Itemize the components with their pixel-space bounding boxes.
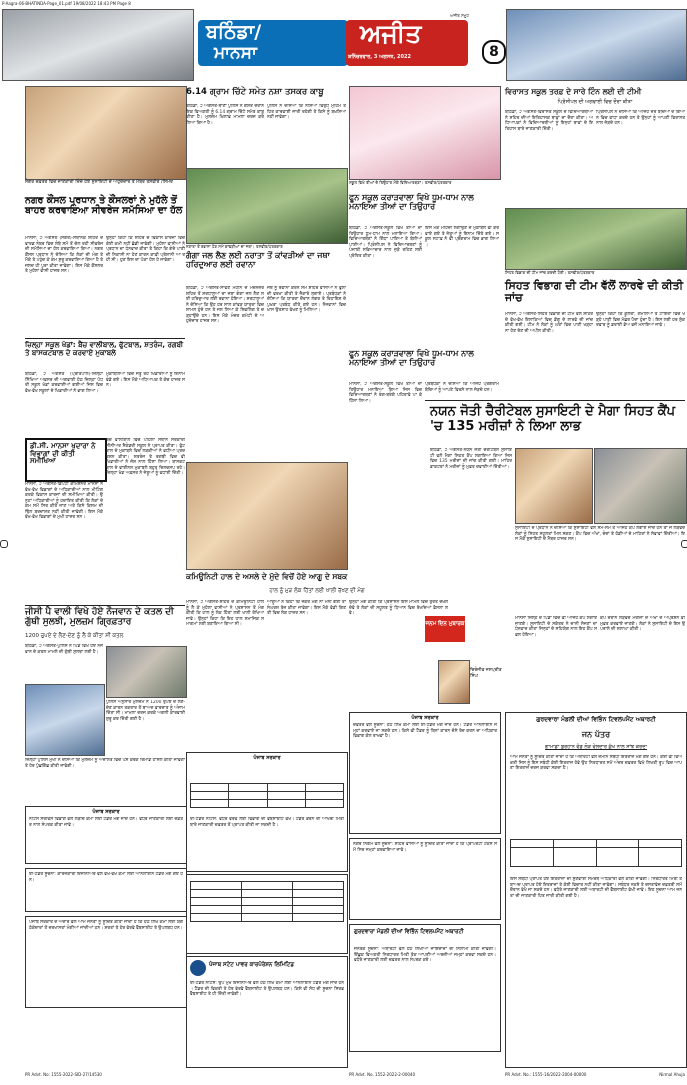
story9-col2: ਆਗੂਆਂ ਨੇ ਕਿਹਾ ਕਿ ਜੇਕਰ ਮੰਗ ਨਾ ਮੰਨੀ ਗਈ ਤਾਂ ਸੰਘਰਸ਼ ਤੇਜ਼ ਕੀਤਾ ਜਾਵੇਗਾ। ਇਸ ਮੌਕੇ ਵੱਡੀ ਗਿਣਤੀ ਵਿਚ ਲੋਕ ਹਾਜ਼ਰ ਸਨ। — [267, 600, 346, 616]
story6-headline: ਜੀਸੀ ਪੈ ਵਾਲੀ ਵਿਖੇ ਹੋਏ ਨੌਜਵਾਨ ਦੇ ਕਤਲ ਦੀ ਗੁੱਥੀ ਸੁਲਝੀ, ਮੁਲਜ਼ਮ ਗ੍ਰਿਫ਼ਤਾਰ — [25, 607, 174, 627]
story9-sub: ਹਾਲ ਨੂੰ ਮੁੜ ਲੋਕ ਹਿੱਤਾਂ ਲਈ ਖਾਲੀ ਰੱਖਣ ਦੀ ਮੰਗ — [269, 588, 365, 594]
ad2-body: ਈ-ਟੈਂਡਰ ਨੋਟਿਸ: ਉਪ ਮੁੱਖ ਇੰਜੀਨੀਅਰ ਵਲੋਂ ਹੇਠ ਲਿਖੇ ਕੰਮਾਂ ਲਈ ਆਨਲਾਈਨ ਟੈਂਡਰ ਮੰਗੇ ਜਾਂਦੇ ਹਨ। ਟੈਂਡਰ ਦੀ ਵਿਕਰੀ ਤੇ ਹੋਰ ਵੇਰਵੇ ਵੈੱਬਸਾਈਟ ਤੇ ਉਪਲਬਧ ਹਨ। ਕਿਸੇ ਵੀ ਸੋਧ ਦੀ ਸੂਚਨਾ ਸਿਰਫ਼ ਵੈੱਬਸਾਈਟ ਤੇ ਹੀ ਦਿੱਤੀ ਜਾਵੇਗੀ। — [190, 981, 344, 997]
ad4-title: ਗੁਰਦਵਾਰਾ ਮੰਡਲੀ ਦੀਆਂ ਵਿਭਿੰਨ ਟਿਵਲਪਮੈਂਟ ਅਥਾਰਟੀ — [354, 929, 464, 935]
birthday-photo — [438, 660, 470, 704]
story12-photo2 — [594, 448, 687, 524]
ad3-body: ਈ-ਟੈਂਡਰ ਨੋਟਿਸ: ਵਧੇਰੇ ਵੇਰਵੇ ਲਈ ਵਿਭਾਗ ਦੀ ਵੈੱਬਸਾਈਟ ਵੇਖੋ। ਟੈਂਡਰ ਭਰਨ ਦੀ ਆਖਰੀ ਮਿਤੀ ਬਾਰੇ ਜਾਣਕਾਰੀ ਦਫ਼ਤਰ ਤੋਂ ਪ੍ਰਾਪਤ ਕੀਤੀ ਜਾ ਸਕਦੀ ਹੈ। — [190, 817, 344, 828]
story9-photo — [186, 462, 348, 570]
story8-col1: ਮਾਨਸਾ, ੨ ਅਗਸਤ-ਸਕੂਲ ਵਿਖੇ ਤੀਆਂ ਦਾ ਤਿਉਹਾਰ ਮਨਾਇਆ ਗਿਆ ਜਿਸ ਵਿਚ ਵਿਦਿਆਰਥਣਾਂ ਨੇ ਰੰਗ-ਬਰੰਗੇ ਪਹਿਰਾਵੇ ਪਾ ਕੇ ਹਿੱਸਾ ਲਿਆ। — [349, 382, 422, 404]
ad5-title: ਜਨ ਪੱਤਰ — [581, 730, 611, 739]
story8-headline: ਫੂਨ ਸਕੂਲ ਕਰਾੜਵਾਲਾ ਵਿਖੇ ਧੂਮ-ਧਾਮ ਨਾਲ ਮਨਾਇਆ ਤੀਆਂ ਦਾ ਤਿਉਹਾਰ — [349, 349, 474, 367]
story3-col2: ਜਥੇ ਨੂੰ ਰਵਾਨਾ ਕਰਨ ਸਮੇਂ ਸ਼ਹਿਰ ਵਾਸੀਆਂ ਨੇ ਫੁੱਲਾਂ ਦੀ ਵਰਖਾ ਕੀਤੀ ਤੇ ਜੈਕਾਰੇ ਲਗਾਏ। ਪ੍ਰਬੰਧਕਾਂ ਨੇ ਦੱਸਿਆ ਕਿ ਯਾਤਰਾ ਦੌਰਾਨ ਲੰਗਰ ਤੇ ਰਿਹਾਇਸ਼ ਦੇ ਪੁਖ਼ਤਾ ਪ੍ਰਬੰਧ ਕੀਤੇ ਗਏ ਹਨ। ਨੌਜਵਾਨਾਂ ਵਿਚ ਖ਼ਾਸ ਉਤਸ਼ਾਹ ਵੇਖਣ ਨੂੰ ਮਿਲਿਆ। — [267, 286, 346, 313]
story7-caption: ਸਕੂਲ ਵਿਖੇ ਤੀਆਂ ਦੇ ਤਿਉਹਾਰ ਮੌਕੇ ਵਿਦਿਆਰਥਣਾਂ। ਤਸਵੀਰ/ਪੱਤਰਕਾਰ — [349, 180, 452, 185]
ad3-table — [190, 783, 344, 808]
ad-center-right-b-body: ਨਗਰ ਨਿਗਮ ਵਲੋਂ ਸੂਚਨਾ: ਸ਼ਹਿਰ ਵਾਸੀਆਂ ਨੂੰ ਸੂਚਿਤ ਕੀਤਾ ਜਾਂਦਾ ਹੈ ਕਿ ਪ੍ਰਾਪਰਟੀ ਟੈਕਸ ਸਮੇਂ ਸਿਰ ਜਮ੍ਹਾਂ ਕਰਵਾਇਆ ਜਾਵੇ। — [353, 842, 497, 853]
masthead-title: ਅਜੀਤ — [360, 19, 422, 48]
story6-photo-top — [106, 646, 187, 698]
story12-col3: ਮਾਨਸਾ ਜ਼ਿਲ੍ਹੇ ਦੇ ਪਿੰਡਾਂ ਵਿਚ ਵੀ ਅਜਿਹੇ ਕੈਂਪ ਲਗਾਏ ਜਾਣਗੇ। ਸੁਸਾਇਟੀ ਦੇ ਸਕੱਤਰ ਨੇ ਦਾਨੀ ਸੱਜਣਾਂ ਦਾ ਧੰਨਵਾਦ ਕੀਤਾ ਜਿਨ੍ਹਾਂ ਦੇ ਸਹਿਯੋਗ ਨਾਲ ਇਹ ਕੈਂਪ ਸਫ਼ਲ ਹੋਇਆ। — [515, 616, 597, 638]
story6-photo-police — [25, 684, 105, 756]
ad1-title: ਪੰਜਾਬ ਸਰਕਾਰ — [92, 809, 120, 815]
masthead-right-photo — [506, 9, 687, 81]
story7-photo — [349, 86, 501, 180]
ad5-header: ਗੁਰਦਵਾਰਾ ਮੰਡਲੀ ਦੀਆਂ ਵਿਭਿੰਨ ਟਿਵਲਪਮੈਂਟ ਅਥਾਰਟੀ — [536, 716, 656, 723]
story3-headline: ਗੰਗਾ ਜਲ ਲੈਣ ਲਈ ਨਰਾਤਾ ਤੋਂ ਕਾਂਵੜੀਆਂ ਦਾ ਜਥਾ ਹਰਿਦੁਆਰ ਲਈ ਰਵਾਨਾ — [186, 251, 330, 269]
ad4-body: ਜਨਤਕ ਸੂਚਨਾ: ਅਥਾਰਟੀ ਵਲੋਂ ਹੇਠ ਲਿਖੀਆਂ ਜਾਇਦਾਦਾਂ ਦੀ ਨਿਲਾਮੀ ਕੀਤੀ ਜਾਵੇਗੀ। ਇੱਛੁਕ ਵਿਅਕਤੀ ਨਿਰਧਾਰਤ ਮਿਤੀ ਤੱਕ ਆਪਣੀਆਂ ਅਰਜ਼ੀਆਂ ਜਮ੍ਹਾਂ ਕਰਵਾ ਸਕਦੇ ਹਨ। ਵਧੇਰੇ ਜਾਣਕਾਰੀ ਲਈ ਦਫ਼ਤਰ ਨਾਲ ਸੰਪਰਕ ਕਰੋ। — [354, 947, 496, 963]
registration-mark — [0, 540, 8, 548]
story4-col1: ਬਠਿੰਡਾ, ੨ ਅਗਸਤ (ਪ੍ਰੀਤਪਾਲ)-ਜ਼ਿਲ੍ਹਾ ਸਿੱਖਿਆ ਅਫ਼ਸਰ ਦੀ ਅਗਵਾਈ ਹੇਠ ਜ਼ਿਲ੍ਹਾ ਪੱਧਰੀ ਸਕੂਲ ਖੇਡਾਂ ਕਰਵਾਈਆਂ ਗਈਆਂ ਜਿਸ ਵਿਚ ਵੱਖ-ਵੱਖ ਸਕੂਲਾਂ ਦੇ ਖਿਡਾਰੀਆਂ ਨੇ ਭਾਗ ਲਿਆ। — [25, 372, 103, 394]
ad-ro-left: PR Advt. No: 1555-2022-SID-27/14530 — [25, 1072, 102, 1077]
story12-col2: ਸੁਸਾਇਟੀ ਦੇ ਪ੍ਰਧਾਨ ਨੇ ਦੱਸਿਆ ਕਿ ਸੁਸਾਇਟੀ ਵਲੋਂ ਸਮੇਂ-ਸਮੇਂ ਤੇ ਅਜਿਹੇ ਕੈਂਪ ਲਗਾਏ ਜਾਂਦੇ ਹਨ ਤਾਂ ਜੋ ਲੋੜਵੰਦ ਲੋਕਾਂ ਨੂੰ ਸਿਹਤ ਸਹੂਲਤਾਂ ਮਿਲ ਸਕਣ। ਕੈਂਪ ਵਿਚ ਅੱਖਾਂ, ਦੰਦਾਂ ਤੇ ਹੱਡੀਆਂ ਦੇ ਮਾਹਿਰਾਂ ਨੇ ਸੇਵਾਵਾਂ ਦਿੱਤੀਆਂ। ਇਸ ਮੌਕੇ ਸੁਸਾਇਟੀ ਦੇ ਮੈਂਬਰ ਹਾਜ਼ਰ ਸਨ। — [515, 526, 685, 542]
story7-col2: ਇਸ ਮੌਕੇ ਮਹਿੰਦੀ ਲਗਾਉਣ ਦੇ ਮੁਕਾਬਲੇ ਵੀ ਕਰਵਾਏ ਗਏ ਤੇ ਜੇਤੂਆਂ ਨੂੰ ਇਨਾਮ ਦਿੱਤੇ ਗਏ। ਸਕੂਲ ਸਟਾਫ਼ ਨੇ ਵੀ ਪ੍ਰੋਗਰਾਮ ਵਿਚ ਭਾਗ ਲਿਆ। — [425, 226, 499, 248]
story9-col1: ਮਾਨਸਾ, ੨ ਅਗਸਤ-ਸ਼ਹਿਰ ਦੇ ਕਮਿਊਨਿਟੀ ਹਾਲ ਨੂੰ ਲੈ ਕੇ ਮੁਹੱਲਾ ਵਾਸੀਆਂ ਨੇ ਪ੍ਰਸ਼ਾਸਨ ਤੋਂ ਮੰਗ ਕੀਤੀ ਕਿ ਹਾਲ ਨੂੰ ਲੋਕ ਹਿੱਤਾਂ ਲਈ ਖਾਲੀ ਰੱਖਿਆ ਜਾਵੇ। ਉਨ੍ਹਾਂ ਕਿਹਾ ਕਿ ਇਹ ਹਾਲ ਸਮਾਜਿਕ ਸਮਾਗਮਾਂ ਲਈ ਬਣਾਇਆ ਗਿਆ ਸੀ। — [186, 600, 264, 627]
file-info: P-Aagra-06-BHATINDA-Page_01.pdf 19/08/2022 18:43 PM Page 8 — [2, 1, 131, 6]
ad1c — [25, 916, 187, 1008]
story1-col2: ਉਨ੍ਹਾਂ ਕਿਹਾ ਕਿ ਸ਼ਹਿਰ ਦੇ ਵਿਕਾਸ ਕਾਰਜਾਂ ਵਿਚ ਕੋਈ ਕਮੀ ਨਹੀਂ ਛੱਡੀ ਜਾਵੇਗੀ। ਮੁਹੱਲਾ ਵਾਸੀਆਂ ਨੇ ਪ੍ਰਧਾਨ ਦਾ ਧੰਨਵਾਦ ਕੀਤਾ ਤੇ ਕਿਹਾ ਕਿ ਗੰਦੇ ਪਾਣੀ ਦੀ ਨਿਕਾਸੀ ਨਾ ਹੋਣ ਕਾਰਨ ਕਾਫ਼ੀ ਪ੍ਰੇਸ਼ਾਨੀ ਆ ਰਹੀ ਸੀ। ਹੁਣ ਇਸ ਦਾ ਪੱਕਾ ਹੱਲ ਹੋ ਜਾਵੇਗਾ। — [106, 236, 185, 263]
story11-caption: ਸਿਹਤ ਵਿਭਾਗ ਦੀ ਟੀਮ ਜਾਂਚ ਕਰਦੀ ਹੋਈ। ਤਸਵੀਰ/ਪੱਤਰਕਾਰ — [505, 270, 595, 275]
ad3b-table — [190, 881, 344, 922]
ad-center-right-body: ਦਫ਼ਤਰ ਵਲੋਂ ਸੂਚਨਾ: ਹੇਠ ਲਿਖੇ ਕੰਮਾਂ ਲਈ ਈ-ਟੈਂਡਰ ਮੰਗੇ ਜਾਂਦੇ ਹਨ। ਟੈਂਡਰ ਆਨਲਾਈਨ ਜਮ੍ਹਾਂ ਕਰਵਾਏ ਜਾ ਸਕਦੇ ਹਨ। ਕਿਸੇ ਵੀ ਟੈਂਡਰ ਨੂੰ ਬਿਨਾਂ ਕਾਰਨ ਦੱਸੇ ਰੱਦ ਕਰਨ ਦਾ ਅਧਿਕਾਰ ਵਿਭਾਗ ਕੋਲ ਰਾਖਵਾਂ ਹੈ। — [353, 723, 497, 739]
story5-headline: ਡੀ.ਸੀ. ਮਾਨਸਾ ਖੁਦਾਰਾ ਨੇ ਵਿਭਾਗਾਂ ਦੀ ਕੀਤੀ ਸਮੀਖਿਆ — [30, 442, 96, 466]
story7-col1: ਬਠਿੰਡਾ, ੨ ਅਗਸਤ-ਸਕੂਲ ਵਿਖੇ ਤੀਆਂ ਦਾ ਤਿਉਹਾਰ ਧੂਮ-ਧਾਮ ਨਾਲ ਮਨਾਇਆ ਗਿਆ। ਵਿਦਿਆਰਥਣਾਂ ਨੇ ਗਿੱਧਾ ਪਾਇਆ ਤੇ ਬੋਲੀਆਂ ਪਾਈਆਂ। ਪ੍ਰਿੰਸੀਪਲ ਨੇ ਵਿਦਿਆਰਥਣਾਂ ਨੂੰ ਪੰਜਾਬੀ ਸਭਿਆਚਾਰ ਨਾਲ ਜੁੜੇ ਰਹਿਣ ਲਈ ਪ੍ਰੇਰਿਤ ਕੀਤਾ। — [349, 226, 422, 259]
ad-center-right — [349, 712, 501, 834]
story5-box — [25, 438, 107, 482]
page-number: 8 — [482, 40, 506, 64]
story2-col2: ਪੁਲਿਸ ਨੇ ਦੱਸਿਆ ਕਿ ਨਸ਼ਿਆਂ ਵਿਰੁੱਧ ਮੁਹਿੰਮ ਤਹਿਤ ਕਾਰਵਾਈ ਜਾਰੀ ਰਹੇਗੀ ਤੇ ਕਿਸੇ ਨੂੰ ਬਖ਼ਸ਼ਿਆ ਨਹੀਂ ਜਾਵੇਗਾ। — [267, 104, 346, 120]
divider — [425, 400, 685, 401]
story4-col2: ਮੁਕਾਬਲਿਆਂ ਵਿਚ ਜੇਤੂ ਰਹੇ ਖਿਡਾਰੀਆਂ ਨੂੰ ਇਨਾਮ ਵੰਡੇ ਗਏ। ਇਸ ਮੌਕੇ ਅਧਿਆਪਕ ਤੇ ਕੋਚ ਹਾਜ਼ਰ ਸਨ। — [106, 372, 185, 388]
divider — [25, 605, 185, 606]
story1-photo — [25, 86, 187, 180]
ad1 — [25, 806, 187, 864]
ad1-body: ਨੋਟਿਸ ਸਰਵਿਸ ਵਿਭਾਗ ਵਲੋਂ ਲੋੜੀਂਦੇ ਕੰਮਾਂ ਲਈ ਟੈਂਡਰ ਮੰਗੇ ਜਾਂਦੇ ਹਨ। ਵਧੇਰੇ ਜਾਣਕਾਰੀ ਲਈ ਦਫ਼ਤਰ ਨਾਲ ਸੰਪਰਕ ਕੀਤਾ ਜਾਵੇ। — [29, 817, 183, 828]
ad5 — [505, 712, 687, 1068]
story9-headline: ਕਮਿਊਨਿਟੀ ਹਾਲ ਦੇ ਅਸਲੇ ਦੇ ਮੁੱਦੇ ਵਿਚੋਂ ਹੋਏ ਆਗੂ ਦੇ ਸਬਕ — [186, 572, 348, 581]
ad2-title: ਪੰਜਾਬ ਸਟੇਟ ਪਾਵਰ ਕਾਰਪੋਰੇਸ਼ਨ ਲਿਮਿਟਿਡ — [209, 962, 295, 968]
birthday-label: ਜਨਮ ਦਿਨ ਮੁਬਾਰਕ — [425, 621, 465, 627]
ad1b — [25, 868, 187, 912]
ad-ro-mid: PR Advt. No. 1552-2022-2-00040 — [349, 1072, 416, 1077]
story7-headline: ਫੂਨ ਸਕੂਲ ਕਰਾੜਵਾਲਾ ਵਿਖੇ ਧੂਮ-ਧਾਮ ਨਾਲ ਮਨਾਇਆ ਤੀਆਂ ਦਾ ਤਿਉਹਾਰ — [349, 193, 474, 211]
story2-headline: 6.14 ਗ੍ਰਾਮ ਚਿੱਟੇ ਸਮੇਤ ਨਸ਼ਾ ਤਸਕਰ ਕਾਬੂ — [186, 87, 324, 97]
ad5-table — [510, 839, 682, 867]
story1-col1: ਮਾਨਸਾ, ੨ ਅਗਸਤ (ਸੰਗਰ)-ਸਥਾਨਕ ਸ਼ਹਿਰ ਦੇ ਵਾਰਡ ਨੰਬਰ ਵਿਚ ਲੰਬੇ ਸਮੇਂ ਤੋਂ ਚੱਲ ਰਹੀ ਸੀਵਰੇਜ ਦੀ ਸਮੱਸਿਆ ਦਾ ਹੱਲ ਕਰਵਾਇਆ ਗਿਆ। ਨਗਰ ਕੌਂਸਲ ਪ੍ਰਧਾਨ ਨੇ ਦੱਸਿਆ ਕਿ ਲੋਕਾਂ ਦੀ ਮੰਗ ਤੇ ਮੌਕੇ ਤੇ ਪਹੁੰਚ ਕੇ ਕੰਮ ਸ਼ੁਰੂ ਕਰਵਾਇਆ ਗਿਆ ਹੈ ਤੇ ਜਲਦ ਹੀ ਪੂਰਾ ਕੀਤਾ ਜਾਵੇਗਾ। ਇਸ ਮੌਕੇ ਕੌਂਸਲਰ ਤੇ ਮੁਹੱਲਾ ਵਾਸੀ ਹਾਜ਼ਰ ਸਨ। — [25, 236, 103, 274]
story8-col2: ਪ੍ਰਬੰਧਕਾਂ ਨੇ ਦੱਸਿਆ ਕਿ ਅਜਿਹੇ ਪ੍ਰੋਗਰਾਮ ਬੱਚਿਆਂ ਨੂੰ ਆਪਣੇ ਵਿਰਸੇ ਨਾਲ ਜੋੜਦੇ ਹਨ। — [425, 382, 499, 393]
story10-col2: ਪ੍ਰਿੰਸੀਪਲ ਨੇ ਦੱਸਿਆ ਕਿ ਅਜਿਹੇ ਦੌਰੇ ਬੱਚਿਆਂ ਦੇ ਗਿਆਨ ਵਿਚ ਵਾਧਾ ਕਰਦੇ ਹਨ ਤੇ ਉਨ੍ਹਾਂ ਨੂੰ ਆਪਣੀ ਵਿਰਾਸਤ ਨਾਲ ਜੋੜਦੇ ਹਨ। — [596, 110, 685, 126]
pspcl-logo — [190, 960, 206, 976]
birthday-badge — [425, 616, 465, 642]
registration-mark — [681, 540, 687, 548]
ad-center-right-title: ਪੰਜਾਬ ਸਰਕਾਰ — [411, 715, 439, 721]
ad5-body1: ਆਮ ਜਨਤਾ ਨੂੰ ਸੂਚਿਤ ਕੀਤਾ ਜਾਂਦਾ ਹੈ ਕਿ ਅਥਾਰਟੀ ਵਲੋਂ ਜ਼ਮੀਨ ਸਬੰਧੀ ਇਤਰਾਜ਼ ਮੰਗੇ ਗਏ ਹਨ। ਕੋਈ ਵੀ ਵਿਅਕਤੀ ਜਿਸ ਨੂੰ ਇਸ ਸਬੰਧੀ ਕੋਈ ਇਤਰਾਜ਼ ਹੋਵੇ ਉਹ ਨਿਰਧਾਰਤ ਸਮੇਂ ਅੰਦਰ ਦਫ਼ਤਰ ਵਿਖੇ ਲਿਖਤੀ ਰੂਪ ਵਿਚ ਆਪਣਾ ਇਤਰਾਜ਼ ਦਰਜ ਕਰਵਾ ਸਕਦਾ ਹੈ। — [510, 755, 682, 771]
ad-center-right-b — [349, 838, 501, 920]
story10-col1: ਬਠਿੰਡਾ, ੨ ਅਗਸਤ-ਵਿਰਾਸਤ ਸਕੂਲ ਦੇ ਵਿਦਿਆਰਥੀਆਂ ਨੇ ਸ਼ਹਿਰ ਦੀਆਂ ਇਤਿਹਾਸਕ ਥਾਵਾਂ ਦਾ ਦੌਰਾ ਕੀਤਾ। ਅਧਿਆਪਕਾਂ ਨੇ ਵਿਦਿਆਰਥੀਆਂ ਨੂੰ ਇਨ੍ਹਾਂ ਥਾਵਾਂ ਦੇ ਇਤਿਹਾਸ ਬਾਰੇ ਜਾਣਕਾਰੀ ਦਿੱਤੀ। — [505, 110, 593, 132]
story11-headline: ਸਿਹਤ ਵਿਭਾਗ ਦੀ ਟੀਮ ਵੱਲੋਂ ਲਾਰਵੇ ਦੀ ਕੀਤੀ ਜਾਂਚ — [505, 279, 684, 305]
ad3b — [186, 874, 348, 954]
story2-col1: ਬਠਿੰਡਾ, ੨ ਅਗਸਤ-ਥਾਣਾ ਪੁਲਿਸ ਨੇ ਗਸ਼ਤ ਦੌਰਾਨ ਇਕ ਵਿਅਕਤੀ ਨੂੰ 6.14 ਗ੍ਰਾਮ ਚਿੱਟੇ ਸਮੇਤ ਕਾਬੂ ਕੀਤਾ ਹੈ। ਮੁਲਜ਼ਮ ਖ਼ਿਲਾਫ਼ ਮਾਮਲਾ ਦਰਜ ਕਰ ਲਿਆ ਗਿਆ ਹੈ। — [186, 104, 264, 126]
story9-col3: ਉਨ੍ਹਾਂ ਮੰਗ ਕੀਤੀ ਕਿ ਪ੍ਰਸ਼ਾਸਨ ਇਸ ਮਾਮਲੇ ਵਿਚ ਤੁਰੰਤ ਦਖ਼ਲ ਦੇਵੇ ਤੇ ਲੋਕਾਂ ਦੀ ਸਹੂਲਤ ਨੂੰ ਧਿਆਨ ਵਿਚ ਰੱਖਦਿਆਂ ਫ਼ੈਸਲਾ ਲਵੇ। — [349, 600, 448, 616]
story12-col4: ਕੈਂਪ ਦੌਰਾਨ ਲੋੜਵੰਦ ਮਰੀਜ਼ਾਂ ਦੇ ਅੱਖਾਂ ਦੇ ਅਪ੍ਰੇਸ਼ਨ ਵੀ ਮੁਫ਼ਤ ਕਰਵਾਏ ਜਾਣਗੇ। ਲੋਕਾਂ ਨੇ ਸੁਸਾਇਟੀ ਦੇ ਇਸ ਉਪਰਾਲੇ ਦੀ ਸ਼ਲਾਘਾ ਕੀਤੀ। — [600, 616, 685, 632]
masthead-date: ਸ਼ਨਿੱਚਰਵਾਰ, 3 ਅਗਸਤ, 2022 — [348, 54, 411, 60]
ad5-sub: ਗਾਮਾਡਾ ਬੁਰਹਾਨ ਵੰਡ ਲੋੜ ਵੇਲਦਾਰ ਕੁੱਖ ਨਾਲ ਸਾਂਝ ਕਰਦਾ — [545, 744, 647, 750]
story1-headline: ਨਗਰ ਕੌਂਸਲ ਪ੍ਰਧਾਨ ਤੇ ਕੌਂਸਲਰਾਂ ਨੇ ਮੁਹੱਲੇ ਤੋਂ ਬਾਹਰ ਕਰਵਾਇਆ ਸੀਵਰੇਜ ਸਮੱਸਿਆ ਦਾ ਹੱਲ — [25, 195, 183, 217]
masthead-city2: ਮਾਨਸਾ — [214, 43, 257, 63]
story6-col3: ਜ਼ਿਲ੍ਹਾ ਪੁਲਿਸ ਮੁਖੀ ਨੇ ਦੱਸਿਆ ਕਿ ਮੁਲਜ਼ਮ ਨੂੰ ਅਦਾਲਤ ਵਿਚ ਪੇਸ਼ ਕਰਕੇ ਰਿਮਾਂਡ ਹਾਸਲ ਕੀਤਾ ਜਾਵੇਗਾ ਤੇ ਹੋਰ ਪੁੱਛਗਿੱਛ ਕੀਤੀ ਜਾਵੇਗੀ। — [25, 758, 185, 769]
birthday-name: ਚਿਰੰਜੀਵ ਜਸਪ੍ਰੀਤ ਸਿੰਘ — [470, 668, 502, 679]
story5-col1: ਮਾਨਸਾ, ੨ ਅਗਸਤ-ਡਿਪਟੀ ਕਮਿਸ਼ਨਰ ਮਾਨਸਾ ਨੇ ਵੱਖ-ਵੱਖ ਵਿਭਾਗਾਂ ਦੇ ਅਧਿਕਾਰੀਆਂ ਨਾਲ ਮੀਟਿੰਗ ਕਰਕੇ ਵਿਕਾਸ ਕਾਰਜਾਂ ਦੀ ਸਮੀਖਿਆ ਕੀਤੀ। ਉਨ੍ਹਾਂ ਅਧਿਕਾਰੀਆਂ ਨੂੰ ਹਦਾਇਤ ਕੀਤੀ ਕਿ ਲੋਕਾਂ ਦੇ ਕੰਮ ਸਮੇਂ ਸਿਰ ਕੀਤੇ ਜਾਣ ਅਤੇ ਕਿਸੇ ਕਿਸਮ ਦੀ ਢਿੱਲ ਬਰਦਾਸ਼ਤ ਨਹੀਂ ਕੀਤੀ ਜਾਵੇਗੀ। ਇਸ ਮੌਕੇ ਵੱਖ-ਵੱਖ ਵਿਭਾਗਾਂ ਦੇ ਮੁਖੀ ਹਾਜ਼ਰ ਸਨ। — [25, 482, 103, 520]
ad5-body2: ਇਸ ਸਬੰਧੀ ਪ੍ਰਾਪਤ ਹੋਏ ਇਤਰਾਜ਼ਾਂ ਦੀ ਸੁਣਵਾਈ ਸਮਰੱਥ ਅਧਿਕਾਰੀ ਵਲੋਂ ਕੀਤੀ ਜਾਵੇਗੀ। ਨਿਰਧਾਰਤ ਮਿਤੀ ਤੋਂ ਬਾਅਦ ਪ੍ਰਾਪਤ ਹੋਏ ਇਤਰਾਜ਼ਾਂ ਤੇ ਕੋਈ ਵਿਚਾਰ ਨਹੀਂ ਕੀਤਾ ਜਾਵੇਗਾ। ਸਬੰਧਤ ਨਕਸ਼ੇ ਤੇ ਦਸਤਾਵੇਜ਼ ਦਫ਼ਤਰੀ ਸਮੇਂ ਦੌਰਾਨ ਵੇਖੇ ਜਾ ਸਕਦੇ ਹਨ। ਵਧੇਰੇ ਜਾਣਕਾਰੀ ਲਈ ਅਥਾਰਟੀ ਦੀ ਵੈੱਬਸਾਈਟ ਵੇਖੀ ਜਾਵੇ। ਇਹ ਸੂਚਨਾ ਆਮ ਜਨਤਾ ਦੀ ਜਾਣਕਾਰੀ ਹਿਤ ਜਾਰੀ ਕੀਤੀ ਗਈ ਹੈ। — [510, 877, 682, 899]
story6-sub: 1200 ਰੁਪਏ ਦੇ ਲੈਣ-ਦੇਣ ਨੂੰ ਲੈ ਕੇ ਕੀਤਾ ਸੀ ਕਤਲ — [25, 633, 124, 639]
divider — [25, 338, 185, 339]
story10-headline: ਵਿਰਾਸਤ ਸਕੂਲ ਤਰਫ਼ ਦੇ ਸਾਰੇ ਟਿੰਨ ਲਈ ਦੀ ਟੀਮੀ — [505, 87, 642, 96]
story3-photo — [186, 168, 348, 244]
story3-caption: ਨਰਾਤਾ ਤੋਂ ਰਵਾਨਾ ਹੋਣ ਸਮੇਂ ਕਾਂਵੜੀਆਂ ਦਾ ਜਥਾ। ਤਸਵੀਰ/ਪੱਤਰਕਾਰ — [186, 244, 283, 249]
story12-headline: ਨਯਨ ਜੋਤੀ ਚੈਰੀਟੇਬਲ ਸੁਸਾਇਟੀ ਦੇ ਮੈਗਾ ਸਿਹਤ ਕੈਂਪ 'ਚ 135 ਮਰੀਜ਼ਾਂ ਨੇ ਲਿਆ ਲਾਭ — [430, 404, 676, 434]
story6-col2: ਪੁਲਿਸ ਅਨੁਸਾਰ ਮੁਲਜ਼ਮ ਨੇ 1200 ਰੁਪਏ ਦੇ ਲੈਣ-ਦੇਣ ਕਾਰਨ ਤਕਰਾਰ ਤੋਂ ਬਾਅਦ ਵਾਰਦਾਤ ਨੂੰ ਅੰਜਾਮ ਦਿੱਤਾ ਸੀ। ਮਾਮਲਾ ਦਰਜ ਕਰਕੇ ਅਗਲੀ ਕਾਰਵਾਈ ਸ਼ੁਰੂ ਕਰ ਦਿੱਤੀ ਗਈ ਹੈ। — [106, 700, 185, 722]
file-info-strip — [2, 1, 685, 7]
story4-col3: ਬੈਂਚ ਵਾਲੀਬਾਲ ਵਿਚ ਪਹਿਲਾ ਸਥਾਨ ਸਰਕਾਰੀ ਸੀਨੀਅਰ ਸੈਕੰਡਰੀ ਸਕੂਲ ਨੇ ਪ੍ਰਾਪਤ ਕੀਤਾ। ਫੁੱਟਬਾਲ ਦੇ ਮੁਕਾਬਲੇ ਵਿਚ ਲੜਕੀਆਂ ਨੇ ਵਧੀਆ ਪ੍ਰਦਰਸ਼ਨ ਕੀਤਾ। ਸ਼ਤਰੰਜ ਤੇ ਰਗਬੀ ਵਿਚ ਵੀ ਖਿਡਾਰੀਆਂ ਨੇ ਜੋਸ਼ ਨਾਲ ਹਿੱਸਾ ਲਿਆ। ਬਾਸਕਟਬਾਲ ਦੇ ਫਾਈਨਲ ਮੁਕਾਬਲੇ ਬਹੁਤ ਦਿਲਚਸਪ ਰਹੇ। ਜ਼ਿਲ੍ਹਾ ਖੇਡ ਅਫ਼ਸਰ ਨੇ ਜੇਤੂਆਂ ਨੂੰ ਵਧਾਈ ਦਿੱਤੀ। — [106, 438, 185, 476]
story3-col1: ਬਠਿੰਡਾ, ੨ ਅਗਸਤ-ਸਾਵਣ ਮਹੀਨੇ ਦੇ ਮੱਦੇਨਜ਼ਰ ਸ਼ਹਿਰ ਤੋਂ ਸ਼ਰਧਾਲੂਆਂ ਦਾ ਜਥਾ ਗੰਗਾ ਜਲ ਲੈਣ ਲਈ ਹਰਿਦੁਆਰ ਲਈ ਰਵਾਨਾ ਹੋਇਆ। ਸ਼ਰਧਾਲੂਆਂ ਨੇ ਦੱਸਿਆ ਕਿ ਉਹ ਹਰ ਸਾਲ ਕਾਂਵੜ ਯਾਤਰਾ ਵਿਚ ਸ਼ਾਮਲ ਹੁੰਦੇ ਹਨ ਤੇ ਜਲ ਲਿਆ ਕੇ ਸ਼ਿਵਲਿੰਗ ਤੇ ਚੜ੍ਹਾਉਂਦੇ ਹਨ। ਇਸ ਮੌਕੇ ਮੰਦਰ ਕਮੇਟੀ ਦੇ ਅਹੁਦੇਦਾਰ ਹਾਜ਼ਰ ਸਨ। — [186, 286, 264, 324]
ad3-title: ਪੰਜਾਬ ਸਰਕਾਰ — [253, 755, 281, 761]
story12-col1: ਬਠਿੰਡਾ, ੨ ਅਗਸਤ-ਨਯਨ ਜੋਤੀ ਚੈਰੀਟੇਬਲ ਸੁਸਾਇਟੀ ਵਲੋਂ ਮੈਗਾ ਸਿਹਤ ਕੈਂਪ ਲਗਾਇਆ ਗਿਆ ਜਿਸ ਵਿਚ 135 ਮਰੀਜ਼ਾਂ ਦੀ ਜਾਂਚ ਕੀਤੀ ਗਈ। ਮਾਹਿਰ ਡਾਕਟਰਾਂ ਨੇ ਮਰੀਜ਼ਾਂ ਨੂੰ ਮੁਫ਼ਤ ਦਵਾਈਆਂ ਦਿੱਤੀਆਂ। — [430, 448, 512, 470]
ad3 — [186, 752, 348, 872]
ad1c-body: ਪੰਜਾਬ ਸਰਕਾਰ ਦੇ ਅਦਾਰੇ ਵਲੋਂ ਆਮ ਜਨਤਾ ਨੂੰ ਸੂਚਿਤ ਕੀਤਾ ਜਾਂਦਾ ਹੈ ਕਿ ਹੇਠ ਲਿਖੇ ਕੰਮਾਂ ਲਈ ਯੋਗ ਠੇਕੇਦਾਰਾਂ ਤੋਂ ਦਰਖਾਸਤਾਂ ਮੰਗੀਆਂ ਜਾਂਦੀਆਂ ਹਨ। ਸ਼ਰਤਾਂ ਤੇ ਹੋਰ ਵੇਰਵੇ ਵੈੱਬਸਾਈਟ ਤੇ ਉਪਲਬਧ ਹਨ। — [29, 920, 183, 931]
ad-ro-right: PR Advt. No.: 1555-16/2022-2004-00000 — [505, 1072, 587, 1077]
story11-photo — [505, 208, 687, 270]
footer-vendor: Nirmal Ahuja — [659, 1072, 685, 1077]
story12-photo1 — [515, 448, 593, 524]
ad4 — [349, 924, 501, 1052]
story10-sub: ਪ੍ਰਿੰਸੀਪਲ ਦੀ ਅਗਵਾਈ ਵਿਚ ਦੌਰਾ ਕੀਤਾ — [557, 99, 633, 105]
masthead — [198, 12, 478, 72]
ad1b-body: ਈ-ਟੈਂਡਰ ਸੂਚਨਾ: ਕਾਰਜਕਾਰੀ ਇੰਜੀਨੀਅਰ ਵਲੋਂ ਵੱਖ-ਵੱਖ ਕੰਮਾਂ ਲਈ ਆਨਲਾਈਨ ਟੈਂਡਰ ਮੰਗੇ ਗਏ ਹਨ। — [29, 872, 183, 883]
story11-col1: ਮਾਨਸਾ, ੨ ਅਗਸਤ-ਸਿਹਤ ਵਿਭਾਗ ਦੀ ਟੀਮ ਵਲੋਂ ਸ਼ਹਿਰ ਦੇ ਵੱਖ-ਵੱਖ ਇਲਾਕਿਆਂ ਵਿਚ ਡੇਂਗੂ ਦੇ ਲਾਰਵੇ ਦੀ ਜਾਂਚ ਕੀਤੀ ਗਈ। ਟੀਮ ਨੇ ਲੋਕਾਂ ਨੂੰ ਘਰਾਂ ਵਿਚ ਪਾਣੀ ਖੜ੍ਹਾ ਨਾ ਹੋਣ ਦੇਣ ਦੀ ਅਪੀਲ ਕੀਤੀ। — [505, 312, 593, 334]
masthead-left-photo — [2, 9, 194, 81]
masthead-tag: ਅਜੀਤ ਸਮੂਹ — [450, 13, 469, 18]
story4-headline: ਜ਼ਿਲ੍ਹਾ ਸਕੂਲ ਖੇਡਾਂ: ਬੈਂਚ ਵਾਲੀਬਾਲ, ਫੁੱਟਬਾਲ, ਸ਼ਤਰੰਜ, ਰਗਬੀ ਤੇ ਬਾਸਕਟਬਾਲ ਦੇ ਕਰਵਾਏ ਮੁਕਾਬਲੇ — [25, 341, 184, 357]
story6-col1: ਬਠਿੰਡਾ, ੨ ਅਗਸਤ-ਪੁਲਿਸ ਨੇ ਪਿੰਡ ਵਿਖੇ ਹੋਏ ਨੌਜਵਾਨ ਦੇ ਕਤਲ ਮਾਮਲੇ ਦੀ ਗੁੱਥੀ ਸੁਲਝਾ ਲਈ ਹੈ। — [25, 644, 103, 655]
story1-caption: ਸੰਗਰ ਦਫ਼ਤਰ ਵਿਚ ਜਾਣਕਾਰੀ ਦਿੰਦੇ ਹੋਏ ਸੁਸਾਇਟੀ ਦੇ ਅਹੁਦੇਦਾਰ ਤੇ ਮੈਂਬਰ ਤਸਵੀਰ /ਸਿਮਰ — [25, 180, 173, 185]
masthead-city: ਬਠਿੰਡਾ/ — [206, 21, 262, 43]
ad2 — [186, 956, 348, 1068]
story11-col2: ਉਨ੍ਹਾਂ ਕਿਹਾ ਕਿ ਕੂਲਰਾਂ, ਗਮਲਿਆਂ ਤੇ ਟਾਇਰਾਂ ਵਿਚ ਖੜ੍ਹੇ ਪਾਣੀ ਵਿਚ ਮੱਛਰ ਪੈਦਾ ਹੁੰਦਾ ਹੈ। ਇਸ ਲਈ ਹਰ ਸ਼ੁੱਕਰਵਾਰ ਨੂੰ ਡਰਾਈ ਡੇਅ ਵਜੋਂ ਮਨਾਇਆ ਜਾਵੇ। — [596, 312, 685, 328]
